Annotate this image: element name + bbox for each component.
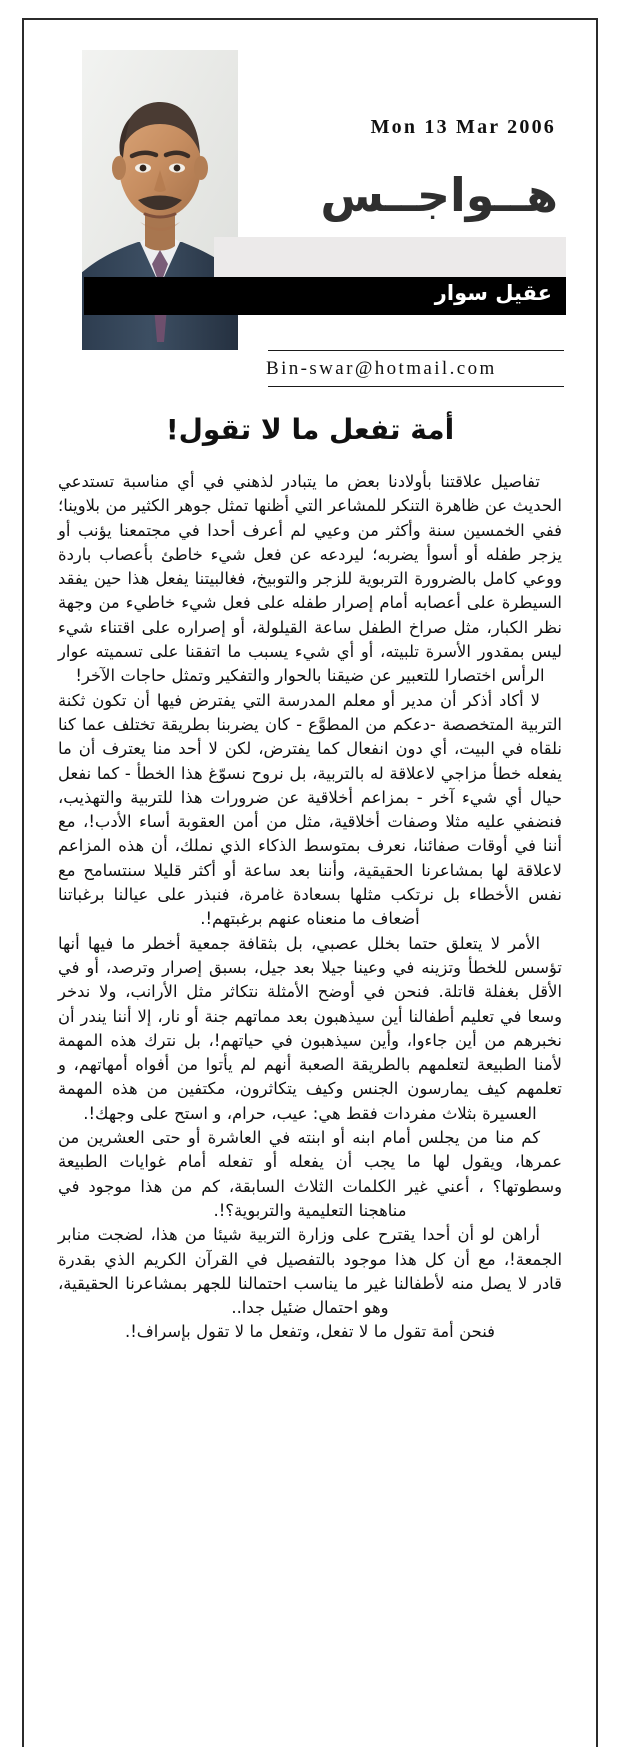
- article-paragraph: لا أكاد أذكر أن مدير أو معلم المدرسة التي يفترض فيها أن تكون ثكنة التربية المتخصصة -دعكم من المطوَّع - كان يضربنا بطريقة تختلف عما كنا نلقاه في البيت، أي دون انفعال كما يفترض، لكن لا أحد منا يعترف أن ما يفعله خطأ مزاجي لاعلاقة له بالتربية، بل نروح نسوّغ هذا الخطأ - كما نفعل حيال أي شيء آخر - بمزاعم أخلاقية عن ضرورات هذا للتربية والتهذيب، فنضفي عليه مثلا وصفات أخلاقية، مثل من أمن العقوبة أساء الأدب!، مع أننا في أوقات صفائنا، نعرف بمتوسط الذكاء الذي نملك، أن هذه المزاعم لاعلاقة لها بمشاعرنا الحقيقية، وأننا بعد ساعة أو أكثر قليلا سنتسامح مع نفس الأخطاء بل نرتكب مثلها بسعادة غامرة، فنبذر على عيالنا برغباتنا أضعاف ما منعناه عنهم برغبتهم!.: [58, 690, 562, 929]
- masthead-grey-strip: [214, 237, 566, 281]
- author-email[interactable]: Bin-swar@hotmail.com: [266, 358, 497, 379]
- page-border-top: [22, 18, 598, 20]
- author-name: عقيل سوار: [434, 281, 552, 305]
- page-border-left: [22, 18, 24, 1747]
- author-email-block: [264, 350, 564, 387]
- article-body: [54, 470, 566, 1345]
- article-paragraph: كم منا من يجلس أمام ابنه أو ابنته في العاشرة أو حتى العشرين من عمرها، ويقول لها ما يجب أن يفعله أو تفعله أمام غوايات الطبيعة وسطوتها؟ ، أعني غير الكلمات الثلاث السابقة، كم من هذا موجود في مناهجنا التعليمية والتربوية؟!.: [58, 1128, 562, 1220]
- article-paragraph-closing: فنحن أمة تقول ما لا تفعل، وتفعل ما لا تقول بإسراف!.: [125, 1322, 495, 1342]
- article-paragraph: تفاصيل علاقتنا بأولادنا بعض ما يتبادر لذهني في أي مناسبة تستدعي الحديث عن ظاهرة التنكر للمشاعر التي أظنها تمثل جوهر الكثير من بلاوينا؛ ففي الخمسين سنة وأكثر من وعيي لم أعرف أحدا في مجتمعنا يؤنب أو يزجر طفله أو أسوأ يضربه؛ ليردعه عن فعل شيء خاطئ بأعصاب باردة ووعي كامل بالضرورة التربوية للزجر والتوبيخ، فغالبيتنا يفعل هذا حين يفقد السيطرة على أعصابه أمام إصرار طفله على فعل شيء خاطيء من وجهة نظر الكبار، مثل صراخ الطفل ساعة القيلولة، أو إصراره على اقتناء شيء ليس بمقدور الأسرة تلبيته، أو أي شيء يسبب ما اتفقنا على تسميته عوار الرأس اختصارا للتعبير عن ضيقنا بالحوار والتفكير وتمثل حاجات الآخر!: [58, 472, 562, 686]
- article-paragraph: أراهن لو أن أحدا يقترح على وزارة التربية شيئا من هذا، لضجت منابر الجمعة!، مع أن كل هذا موجود بالتفصيل في القرآن الكريم الذي بقدرة قادر لا يصل منه لأطفالنا غير ما يناسب احتمالنا للجهر بمشاعرنا الحقيقية، وهو احتمال ضئيل جدا..: [58, 1225, 562, 1318]
- article-paragraph: الأمر لا يتعلق حتما بخلل عصبي، بل بثقافة جمعية أخطر ما فيها أنها تؤسس للخطأ وتزينه في وعينا جيلا بعد جيل، بسبق إصرار وترصد، أو في الأقل بغفلة قاتلة. فنحن في أوضح الأمثلة نتكاثر مثل الأرانب، ولا ندخر وسعا في تعليم أطفالنا أين سيذهبون بعد مماتهم جنة أو نار، إلا أننا يندر أن نخبرهم من أين جاءوا، وأين سيذهبون في حياتهم!، بل نترك هذه المهمة لأمنا الطبيعة لتعلمهم بالطريقة الصعبة أنهم لم يأتوا من أفواه أمهاتهم، و تعلمهم كيف يمارسون الجنس وكيف يتكاثرون، مكتفين من هذه المهمة العسيرة بثلاث مفردات فقط هي: عيب، حرام، و استح على وجهك!.: [58, 933, 562, 1123]
- page-border-right: [596, 18, 598, 1747]
- column-title: هــواجــس: [320, 168, 558, 222]
- email-rule-bottom: [268, 386, 564, 387]
- article-headline: أمة تفعل ما لا تقول!: [165, 413, 455, 446]
- publication-date: Mon 13 Mar 2006: [370, 116, 556, 138]
- masthead: [54, 32, 566, 305]
